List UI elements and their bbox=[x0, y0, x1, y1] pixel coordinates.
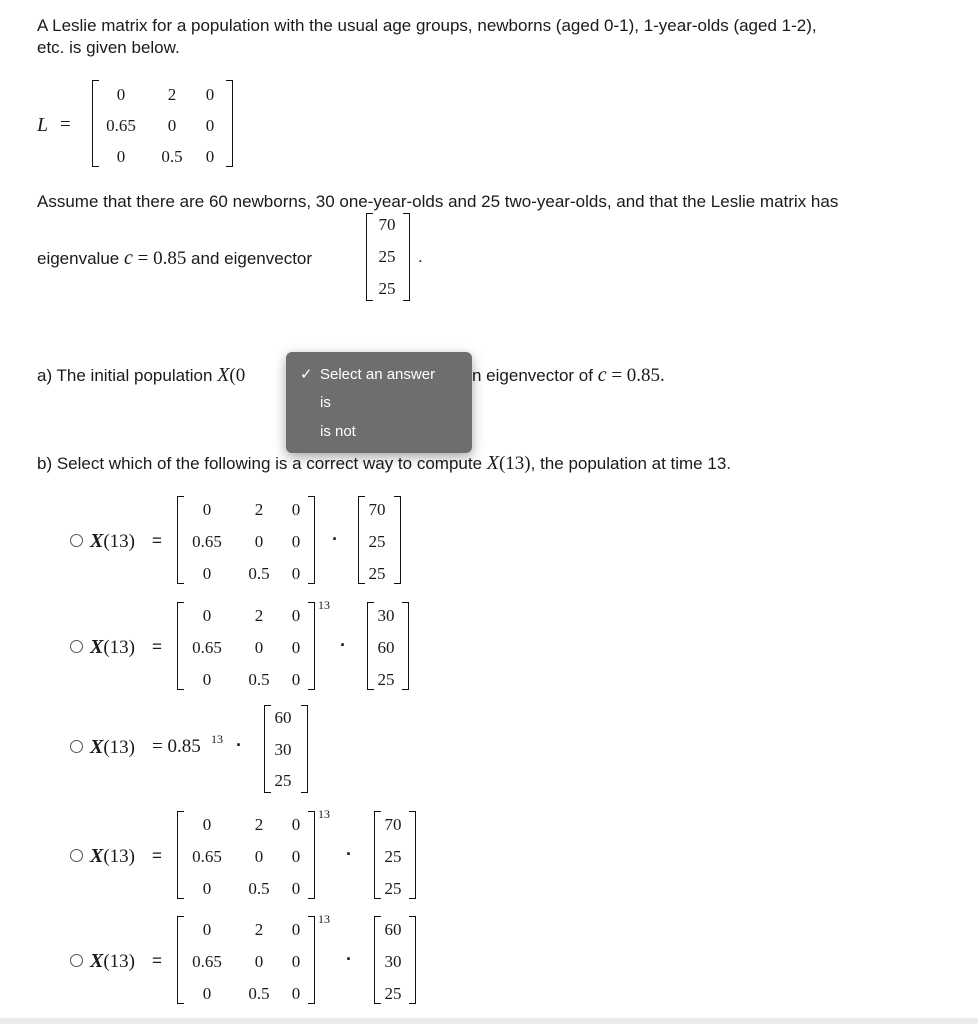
option-3-lhs: X(13) bbox=[90, 736, 135, 758]
part-b-prefix: b) Select which of the following is a correct way to compute bbox=[37, 454, 487, 473]
matrix-cell: 0 bbox=[291, 879, 301, 898]
matrix-cell: 0 bbox=[291, 952, 301, 971]
matrix-cell: 2 bbox=[254, 815, 264, 834]
matrix-cell: 0.5 bbox=[161, 147, 183, 166]
matrix-cell: 2 bbox=[254, 500, 264, 519]
assume-line-2 bbox=[37, 247, 312, 270]
part-b-question bbox=[37, 452, 731, 475]
matrix-cell: 0.5 bbox=[248, 984, 270, 1003]
matrix-left-bracket bbox=[177, 496, 184, 584]
part-b-arg: (13) bbox=[498, 453, 531, 474]
part-a-suffix bbox=[472, 364, 665, 387]
matrix-cell: 0 bbox=[254, 638, 264, 657]
bottom-divider bbox=[0, 1018, 978, 1024]
dropdown-option-label: is not bbox=[320, 423, 356, 440]
vector-cell: 25 bbox=[378, 279, 396, 298]
part-a-eq: = 0.85. bbox=[606, 365, 665, 386]
vector-cell: 60 bbox=[384, 920, 402, 939]
matrix-cell: 0.5 bbox=[248, 670, 270, 689]
matrix-cell: 0 bbox=[202, 815, 212, 834]
matrix-cell: 0 bbox=[291, 670, 301, 689]
option-1-eq: = bbox=[152, 531, 162, 550]
vector-cell: 70 bbox=[378, 215, 396, 234]
vector-cell: 25 bbox=[368, 564, 386, 583]
answer-dropdown-menu[interactable] bbox=[286, 352, 472, 453]
matrix-cell: 0 bbox=[205, 147, 215, 166]
vector-right-bracket bbox=[403, 213, 410, 301]
vector-cell: 25 bbox=[368, 532, 386, 551]
matrix-cell: 0 bbox=[167, 116, 177, 135]
matrix-cell: 0 bbox=[202, 564, 212, 583]
multiply-dot: · bbox=[346, 949, 352, 969]
vector-right-bracket bbox=[301, 705, 308, 793]
matrix-cell: 0.65 bbox=[106, 116, 136, 135]
dropdown-option-select-an-answer[interactable] bbox=[286, 362, 472, 388]
matrix-cell: 0 bbox=[291, 920, 301, 939]
option-4-radio[interactable] bbox=[70, 849, 83, 862]
matrix-right-bracket bbox=[308, 916, 315, 1004]
matrix-left-bracket bbox=[177, 811, 184, 899]
option-5-radio[interactable] bbox=[70, 954, 83, 967]
vector-cell: 25 bbox=[384, 984, 402, 1003]
matrix-cell: 0.65 bbox=[192, 952, 222, 971]
vector-cell: 25 bbox=[378, 247, 396, 266]
vector-left-bracket bbox=[367, 602, 374, 690]
matrix-cell: 0 bbox=[254, 532, 264, 551]
option-4-eq: = bbox=[152, 846, 162, 865]
matrix-cell: 0 bbox=[291, 847, 301, 866]
intro-line-2: etc. is given below. bbox=[37, 38, 180, 57]
part-b-suffix: , the population at time 13. bbox=[530, 454, 731, 473]
matrix-cell: 0 bbox=[291, 815, 301, 834]
multiply-dot: · bbox=[340, 635, 346, 655]
vector-left-bracket bbox=[264, 705, 271, 793]
matrix-cell: 0 bbox=[291, 606, 301, 625]
matrix-exponent: 13 bbox=[318, 807, 330, 821]
part-b-x: X bbox=[486, 452, 499, 474]
matrix-left-bracket bbox=[177, 916, 184, 1004]
matrix-exponent: 13 bbox=[318, 912, 330, 926]
matrix-right-bracket bbox=[308, 602, 315, 690]
vector-cell: 30 bbox=[384, 952, 402, 971]
vector-cell: 30 bbox=[274, 740, 292, 759]
matrix-left-bracket bbox=[92, 80, 99, 167]
option-1-radio[interactable] bbox=[70, 534, 83, 547]
matrix-cell: 0 bbox=[202, 920, 212, 939]
matrix-cell: 0 bbox=[291, 564, 301, 583]
matrix-cell: 0 bbox=[116, 85, 126, 104]
option-2-eq: = bbox=[152, 637, 162, 656]
vector-cell: 70 bbox=[368, 500, 386, 519]
vector-left-bracket bbox=[374, 916, 381, 1004]
part-a-suffix-text: n eigenvector of bbox=[472, 366, 598, 385]
eigen-mid: and eigenvector bbox=[186, 249, 313, 268]
vector-cell: 25 bbox=[384, 879, 402, 898]
matrix-cell: 0 bbox=[291, 638, 301, 657]
option-5-lhs: X(13) bbox=[90, 950, 135, 972]
vector-cell: 60 bbox=[274, 708, 292, 727]
matrix-cell: 0 bbox=[202, 606, 212, 625]
matrix-cell: 0 bbox=[205, 85, 215, 104]
option-1-lhs: X(13) bbox=[90, 530, 135, 552]
option-4-lhs: X(13) bbox=[90, 845, 135, 867]
matrix-symbol-l: L bbox=[37, 114, 49, 136]
matrix-cell: 0 bbox=[116, 147, 126, 166]
vector-left-bracket bbox=[374, 811, 381, 899]
vector-left-bracket bbox=[366, 213, 373, 301]
matrix-cell: 0 bbox=[254, 952, 264, 971]
scalar-exponent: 13 bbox=[211, 732, 223, 746]
matrix-exponent: 13 bbox=[318, 598, 330, 612]
matrix-left-bracket bbox=[177, 602, 184, 690]
matrix-cell: 0.65 bbox=[192, 847, 222, 866]
option-3-eq: = 0.85 bbox=[152, 736, 201, 757]
vector-cell: 25 bbox=[274, 771, 292, 790]
vector-cell: 70 bbox=[384, 815, 402, 834]
part-a-x: X bbox=[217, 364, 230, 386]
dropdown-option-is-not[interactable] bbox=[286, 419, 472, 445]
matrix-cell: 0.5 bbox=[248, 879, 270, 898]
vector-left-bracket bbox=[358, 496, 365, 584]
option-3-radio[interactable] bbox=[70, 740, 83, 753]
vector-cell: 25 bbox=[384, 847, 402, 866]
dropdown-option-is[interactable] bbox=[286, 390, 472, 416]
eigen-var-c: c bbox=[123, 247, 133, 269]
part-a-prefix bbox=[37, 364, 245, 387]
intro-line-1: A Leslie matrix for a population with the usual age groups, newborns (aged 0-1), 1-year-olds (aged 1-2), bbox=[37, 16, 817, 35]
matrix-cell: 0 bbox=[291, 984, 301, 1003]
matrix-cell: 0 bbox=[202, 670, 212, 689]
matrix-cell: 0.5 bbox=[248, 564, 270, 583]
dropdown-option-label: Select an answer bbox=[320, 366, 436, 383]
option-5-eq: = bbox=[152, 951, 162, 970]
vector-right-bracket bbox=[409, 811, 416, 899]
matrix-cell: 2 bbox=[254, 606, 264, 625]
checkmark-icon: ✓ bbox=[300, 366, 313, 383]
multiply-dot: · bbox=[346, 844, 352, 864]
vector-right-bracket bbox=[402, 602, 409, 690]
matrix-cell: 0 bbox=[202, 500, 212, 519]
matrix-cell: 0.65 bbox=[192, 638, 222, 657]
matrix-right-bracket bbox=[226, 80, 233, 167]
matrix-cell: 0 bbox=[205, 116, 215, 135]
part-a-text: a) The initial population bbox=[37, 366, 218, 385]
matrix-cell: 2 bbox=[167, 85, 177, 104]
matrix-cell: 0 bbox=[291, 500, 301, 519]
matrix-cell: 2 bbox=[254, 920, 264, 939]
dropdown-option-label: is bbox=[320, 394, 331, 411]
vector-right-bracket bbox=[409, 916, 416, 1004]
part-a-c: c bbox=[597, 364, 607, 386]
matrix-cell: 0.65 bbox=[192, 532, 222, 551]
multiply-dot: · bbox=[332, 529, 338, 549]
option-2-radio[interactable] bbox=[70, 640, 83, 653]
matrix-equals: = bbox=[60, 114, 71, 135]
matrix-cell: 0 bbox=[291, 532, 301, 551]
vector-cell: 60 bbox=[377, 638, 395, 657]
eigen-value: = 0.85 bbox=[132, 248, 187, 269]
matrix-cell: 0 bbox=[202, 984, 212, 1003]
assume-line-1: Assume that there are 60 newborns, 30 one-year-olds and 25 two-year-olds, and that the Leslie matrix has bbox=[37, 192, 839, 211]
matrix-right-bracket bbox=[308, 496, 315, 584]
eigen-prefix: eigenvalue bbox=[37, 249, 124, 268]
matrix-cell: 0 bbox=[254, 847, 264, 866]
option-2-lhs: X(13) bbox=[90, 636, 135, 658]
part-a-open: (0 bbox=[229, 365, 246, 386]
vector-cell: 30 bbox=[377, 606, 395, 625]
matrix-cell: 0 bbox=[202, 879, 212, 898]
vector-right-bracket bbox=[394, 496, 401, 584]
vector-cell: 25 bbox=[377, 670, 395, 689]
eigen-period: . bbox=[418, 247, 423, 266]
multiply-dot: · bbox=[236, 735, 242, 755]
matrix-right-bracket bbox=[308, 811, 315, 899]
